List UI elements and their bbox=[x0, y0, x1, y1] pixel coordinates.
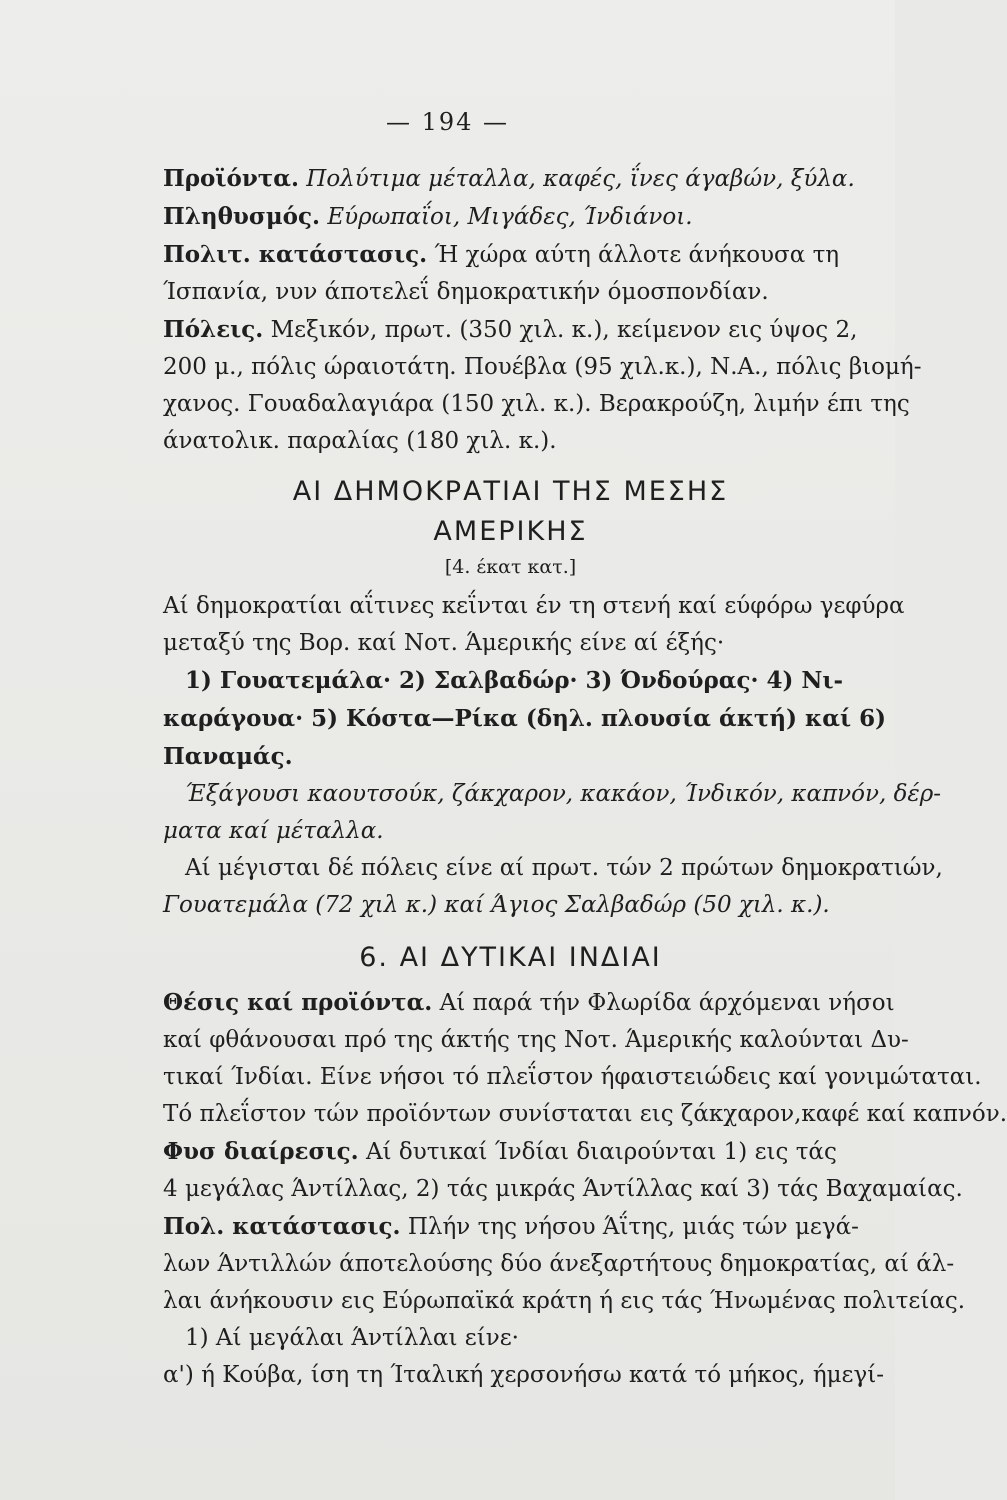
paragraph-text: Τό πλεΐστον τών προϊόντων συνίσταται εις ζάκχαρον,καφέ καί καπνόν. bbox=[163, 1101, 1007, 1127]
text-line bbox=[163, 1022, 909, 1059]
paragraph-label: Πληθυσμός. bbox=[163, 203, 321, 230]
paragraph-text: Αί δυτικαί Ίνδίαι διαιρούνται 1) εις τάς bbox=[358, 1139, 837, 1165]
paragraph-text: Πολύτιμα μέταλλα, καφές, ΐνες άγαβών, ξύλα. bbox=[298, 166, 855, 192]
paragraph-label: Θέσις καί προϊόντα. bbox=[163, 989, 433, 1016]
text-line bbox=[163, 386, 910, 423]
paragraph-text: Πλήν της νήσου Άΐτης, μιάς τών μεγά- bbox=[400, 1214, 859, 1240]
text-line bbox=[163, 662, 858, 700]
text-line bbox=[163, 625, 858, 662]
paragraph-text: Αί δημοκρατίαι αΐτινες κεΐνται έν τη στενή καί εύφόρω γεφύρα bbox=[163, 593, 905, 619]
paragraph-text: Αί παρά τήν Φλωρίδα άρχόμεναι νήσοι bbox=[432, 990, 895, 1016]
text-line bbox=[163, 311, 858, 349]
paragraph-text: λων Άντιλλών άποτελούσης δύο άνεξαρτήτους δημοκρατίας, αί άλ- bbox=[163, 1251, 955, 1277]
text-line bbox=[163, 700, 886, 738]
paragraph-text: μεταξύ της Βορ. καί Νοτ. Άμερικής είνε αί έξής· bbox=[163, 630, 725, 656]
paragraph-text: Παναμάς. bbox=[163, 743, 293, 770]
paragraph-text: α') ή Κούβα, ίση τη Ίταλική χερσονήσω κατά τό μήκος, ήμεγί- bbox=[163, 1362, 884, 1388]
paragraph-text: Ή χώρα αύτη άλλοτε άνήκουσα τη bbox=[427, 242, 840, 268]
text-line bbox=[163, 850, 943, 887]
text-line bbox=[163, 1283, 966, 1320]
page-number: — 194 — bbox=[385, 108, 510, 136]
text-line bbox=[163, 984, 895, 1022]
text-line bbox=[163, 1059, 982, 1096]
paragraph-text: Έξάγουσι καουτσούκ, ζάκχαρον, κακάον, Ίνδικόν, καπνόν, δέρ- bbox=[185, 781, 942, 807]
paragraph-text: καράγουα· 5) Κόστα—Ρίκα (δηλ. πλουσία άκτή) καί 6) bbox=[163, 705, 886, 732]
text-line bbox=[163, 588, 905, 625]
paragraph-text: Μεξικόν, πρωτ. (350 χιλ. κ.), κείμενον εις ύψος 2, bbox=[263, 317, 858, 343]
paragraph-label: Φυσ διαίρεσις. bbox=[163, 1138, 359, 1165]
paragraph-label: Πολιτ. κατάστασις. bbox=[163, 241, 428, 268]
paragraph-text: λαι άνήκουσιν εις Εύρωπαϊκά κράτη ή εις τάς Ήνωμένας πολιτείας. bbox=[163, 1288, 966, 1314]
paragraph-text: ματα καί μέταλλα. bbox=[163, 818, 384, 844]
text-line bbox=[163, 1096, 1007, 1133]
paragraph-text: άνατολικ. παραλίας (180 χιλ. κ.). bbox=[163, 428, 557, 454]
section-subnote: [4. έκατ κατ.] bbox=[444, 556, 577, 578]
paragraph-text: Εύρωπαΐοι, Μιγάδες, Ίνδιάνοι. bbox=[320, 204, 693, 230]
text-line bbox=[163, 813, 858, 850]
text-line bbox=[163, 198, 858, 236]
section-heading-line2: ΑΜΕΡΙΚΗΣ bbox=[433, 516, 588, 547]
paragraph-text: Αί μέγισται δέ πόλεις είνε αί πρωτ. τών 2 πρώτων δημοκρατιών, bbox=[185, 855, 943, 881]
paragraph-text: 1) Γουατεμάλα· 2) Σαλβαδώρ· 3) Όνδούρας· 4) Νι- bbox=[185, 667, 844, 694]
text-line bbox=[163, 160, 858, 198]
text-line bbox=[163, 423, 858, 460]
section-heading-west-indies: 6. ΑΙ ΔΥΤΙΚΑΙ ΙΝΔΙΑΙ bbox=[359, 942, 662, 973]
paragraph-text: Ίσπανία, νυν άποτελεΐ δημοκρατικήν όμοσπονδίαν. bbox=[163, 279, 769, 305]
paragraph-text: χανος. Γουαδαλαγιάρα (150 χιλ. κ.). Βερακρούζη, λιμήν έπι της bbox=[163, 391, 910, 417]
text-line bbox=[163, 236, 858, 274]
text-line bbox=[163, 887, 858, 924]
paragraph-text: 1) Αί μεγάλαι Άντίλλαι είνε· bbox=[185, 1325, 519, 1351]
paragraph-label: Πόλεις. bbox=[163, 316, 264, 343]
page-body bbox=[163, 160, 1007, 1394]
text-line bbox=[163, 776, 942, 813]
text-line bbox=[163, 274, 858, 311]
section-heading-line1: ΑΙ ΔΗΜΟΚΡΑΤΙΑΙ ΤΗΣ ΜΕΣΗΣ bbox=[292, 476, 729, 507]
text-line bbox=[163, 1246, 955, 1283]
text-line bbox=[163, 1357, 884, 1394]
paragraph-text: καί φθάνουσαι πρό της άκτής της Νοτ. Άμερικής καλούνται Δυ- bbox=[163, 1027, 909, 1053]
text-line bbox=[163, 349, 922, 386]
paragraph-text: 4 μεγάλας Άντίλλας, 2) τάς μικράς Άντίλλας καί 3) τάς Βαχαμαίας. bbox=[163, 1176, 963, 1202]
text-line bbox=[163, 738, 858, 776]
paragraph-text: τικαί Ίνδίαι. Είνε νήσοι τό πλεΐστον ήφαιστειώδεις καί γονιμώταται. bbox=[163, 1064, 982, 1090]
paragraph-text: Γουατεμάλα (72 χιλ κ.) καί Άγιος Σαλβαδώρ (50 χιλ. κ.). bbox=[163, 892, 830, 918]
paragraph-label: Προϊόντα. bbox=[163, 165, 299, 192]
text-line bbox=[163, 1171, 963, 1208]
text-line bbox=[163, 1320, 858, 1357]
paragraph-text: 200 μ., πόλις ώραιοτάτη. Πουέβλα (95 χιλ.κ.), Ν.Α., πόλις βιομή- bbox=[163, 354, 922, 380]
text-line bbox=[163, 1133, 858, 1171]
paragraph-label: Πολ. κατάστασις. bbox=[163, 1213, 401, 1240]
text-line bbox=[163, 1208, 858, 1246]
